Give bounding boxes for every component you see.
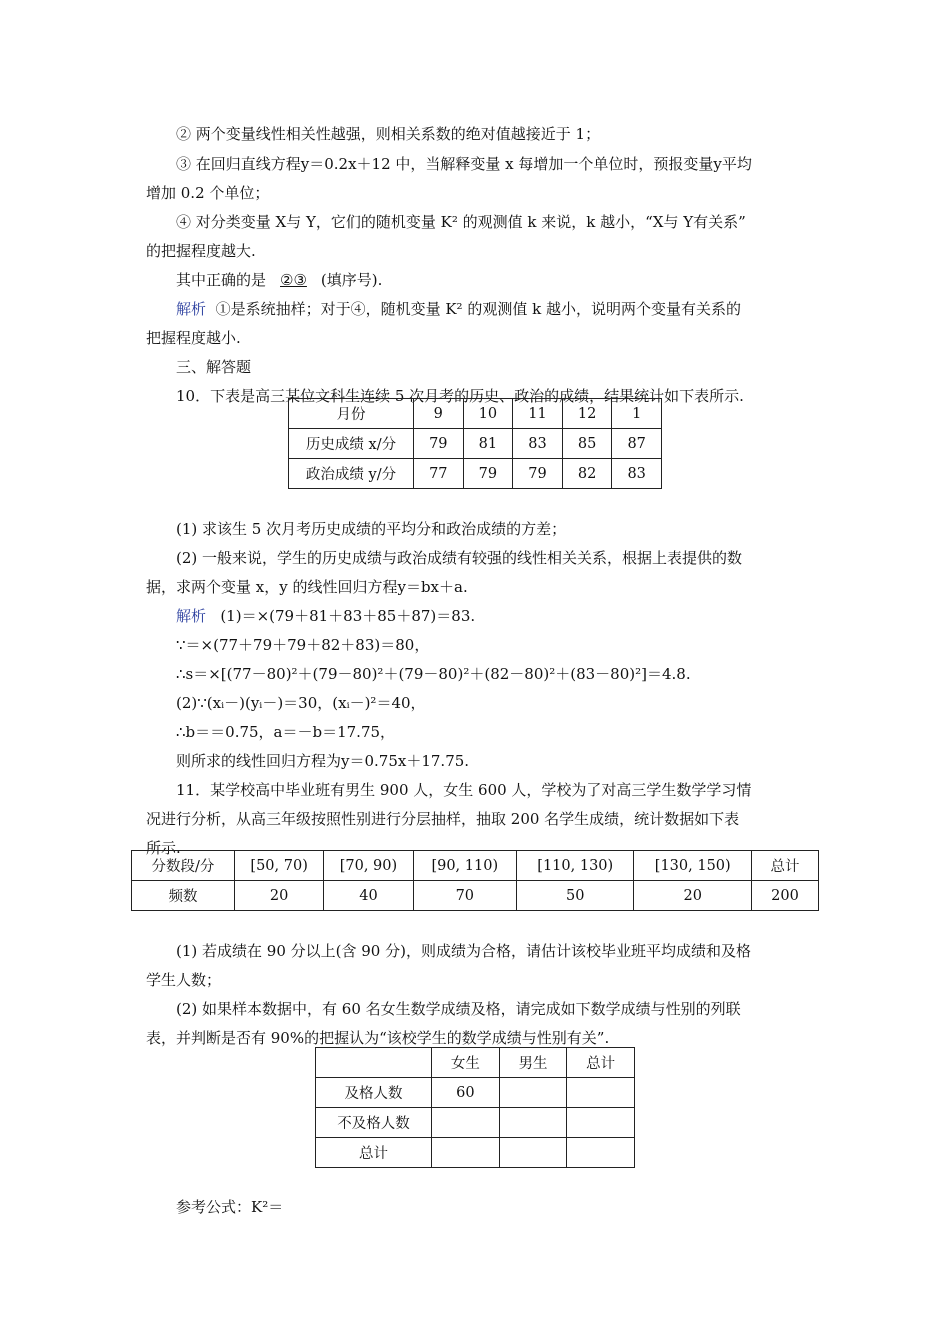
question-10: 10．下表是高三某位文科生连续 5 次月考的历史、政治的成绩，结果统计如下表所示. xyxy=(176,387,744,405)
table-cell: 50 xyxy=(517,881,634,911)
table-cell: 40 xyxy=(324,881,413,911)
question-11-part1-cont: 学生人数； xyxy=(146,971,222,989)
table-row xyxy=(316,1078,635,1108)
table-cell xyxy=(567,1078,635,1108)
reference-formula: 参考公式：K²＝ xyxy=(176,1198,284,1216)
question-11: 11．某学校高中毕业班有男生 900 人，女生 600 人，学校为了对高三学生数学学习情 xyxy=(176,781,752,799)
table-cell: 总计 xyxy=(567,1048,635,1078)
solution-10-line3: ∴s＝×[(77－80)²＋(79－80)²＋(79－80)²＋(82－80)²＋(83－80)²]＝4.8. xyxy=(176,665,691,683)
answer-blank: ②③ xyxy=(280,271,307,289)
table-cell: 女生 xyxy=(432,1048,500,1078)
table-cell: 77 xyxy=(414,459,464,489)
solution-tag: 解析 xyxy=(176,607,207,625)
statement-3: ③ 在回归直线方程y＝0.2x＋12 中，当解释变量 x 每增加一个单位时，预报变量y平均 xyxy=(176,155,752,173)
solution-text: (1)＝×(79＋81＋83＋85＋87)＝83. xyxy=(220,607,476,625)
solution-10-line6: 则所求的线性回归方程为y＝0.75x＋17.75. xyxy=(176,752,470,770)
table-cell: [90, 110) xyxy=(413,851,516,881)
table-cell: 不及格人数 xyxy=(316,1108,432,1138)
table-cell xyxy=(432,1138,500,1168)
table-cell: 83 xyxy=(612,459,662,489)
analysis-tag: 解析 xyxy=(176,300,207,318)
analysis-9 xyxy=(176,299,741,319)
question-11-cont2: 所示. xyxy=(146,839,181,857)
question-10-part2-cont: 据，求两个变量 x，y 的线性回归方程y＝bx＋a. xyxy=(146,578,468,596)
analysis-text: ①是系统抽样；对于④，随机变量 K² 的观测值 k 越小，说明两个变量有关系的 xyxy=(215,300,741,318)
table-row xyxy=(289,459,662,489)
question-11-cont1: 况进行分析，从高三年级按照性别进行分层抽样，抽取 200 名学生成绩，统计数据如下表 xyxy=(146,810,740,828)
table-cell xyxy=(316,1048,432,1078)
table-cell xyxy=(499,1138,567,1168)
table-cell: 81 xyxy=(463,429,513,459)
table-cell: 分数段/分 xyxy=(132,851,235,881)
statement-4-cont: 的把握程度越大. xyxy=(146,242,256,260)
table-cell: 男生 xyxy=(499,1048,567,1078)
solution-10-line2: ∵＝×(77＋79＋79＋82＋83)＝80， xyxy=(176,636,430,654)
table-cell: 9 xyxy=(414,399,464,429)
statement-3-cont: 增加 0.2 个单位； xyxy=(146,184,270,202)
table-row xyxy=(316,1108,635,1138)
table-cell: 12 xyxy=(562,399,612,429)
table-cell: 总计 xyxy=(752,851,819,881)
statement-2: ② 两个变量线性相关性越强，则相关系数的绝对值越接近于 1； xyxy=(176,125,601,143)
table-row xyxy=(289,399,662,429)
table-cell xyxy=(567,1108,635,1138)
solution-10-line1 xyxy=(176,606,475,626)
table-cell: 79 xyxy=(513,459,563,489)
table-monthly-scores xyxy=(288,398,662,489)
table-cell: 月份 xyxy=(289,399,414,429)
section-heading: 三、解答题 xyxy=(176,358,252,376)
table-cell: [110, 130) xyxy=(517,851,634,881)
table-score-distribution xyxy=(131,850,819,911)
table-row xyxy=(132,851,819,881)
table-cell xyxy=(499,1108,567,1138)
answer-suffix: (填序号). xyxy=(320,271,383,289)
table-row xyxy=(316,1138,635,1168)
table-cell xyxy=(432,1108,500,1138)
table-cell: 60 xyxy=(432,1078,500,1108)
table-cell: 20 xyxy=(235,881,324,911)
table-cell xyxy=(499,1078,567,1108)
answer-prefix: 其中正确的是 xyxy=(176,271,267,289)
table-row xyxy=(316,1048,635,1078)
table-cell xyxy=(567,1138,635,1168)
question-11-part2: (2) 如果样本数据中，有 60 名女生数学成绩及格，请完成如下数学成绩与性别的列联 xyxy=(176,1000,741,1018)
table-cell: 82 xyxy=(562,459,612,489)
table-cell: 79 xyxy=(463,459,513,489)
table-cell: 87 xyxy=(612,429,662,459)
question-11-part1: (1) 若成绩在 90 分以上(含 90 分)，则成绩为合格，请估计该校毕业班平均成绩和及格 xyxy=(176,942,751,960)
table-cell: 政治成绩 y/分 xyxy=(289,459,414,489)
table-row xyxy=(289,429,662,459)
table-cell: 11 xyxy=(513,399,563,429)
table-row xyxy=(132,881,819,911)
answer-line xyxy=(176,270,382,290)
table-cell: 85 xyxy=(562,429,612,459)
solution-10-line4: (2)∵(xᵢ－)(yᵢ－)＝30，(xᵢ－)²＝40， xyxy=(176,694,426,712)
table-cell: 频数 xyxy=(132,881,235,911)
table-cell: [50, 70) xyxy=(235,851,324,881)
table-cell: 83 xyxy=(513,429,563,459)
question-10-part2: (2) 一般来说，学生的历史成绩与政治成绩有较强的线性相关关系，根据上表提供的数 xyxy=(176,549,743,567)
table-cell: 1 xyxy=(612,399,662,429)
table-cell: 70 xyxy=(413,881,516,911)
question-11-part2-cont: 表，并判断是否有 90%的把握认为“该校学生的数学成绩与性别有关”. xyxy=(146,1029,610,1047)
table-cell: 及格人数 xyxy=(316,1078,432,1108)
statement-4: ④ 对分类变量 X与 Y，它们的随机变量 K² 的观测值 k 来说，k 越小，“X与 Y有关系” xyxy=(176,213,746,231)
table-cell: 79 xyxy=(414,429,464,459)
table-cell: [70, 90) xyxy=(324,851,413,881)
table-cell: 20 xyxy=(634,881,752,911)
table-contingency xyxy=(315,1047,635,1168)
table-cell: [130, 150) xyxy=(634,851,752,881)
solution-10-line5: ∴b＝＝0.75，a＝－b＝17.75， xyxy=(176,723,396,741)
table-cell: 总计 xyxy=(316,1138,432,1168)
analysis-9-cont: 把握程度越小. xyxy=(146,329,241,347)
question-10-part1: (1) 求该生 5 次月考历史成绩的平均分和政治成绩的方差； xyxy=(176,520,567,538)
table-cell: 历史成绩 x/分 xyxy=(289,429,414,459)
table-cell: 10 xyxy=(463,399,513,429)
table-cell: 200 xyxy=(752,881,819,911)
